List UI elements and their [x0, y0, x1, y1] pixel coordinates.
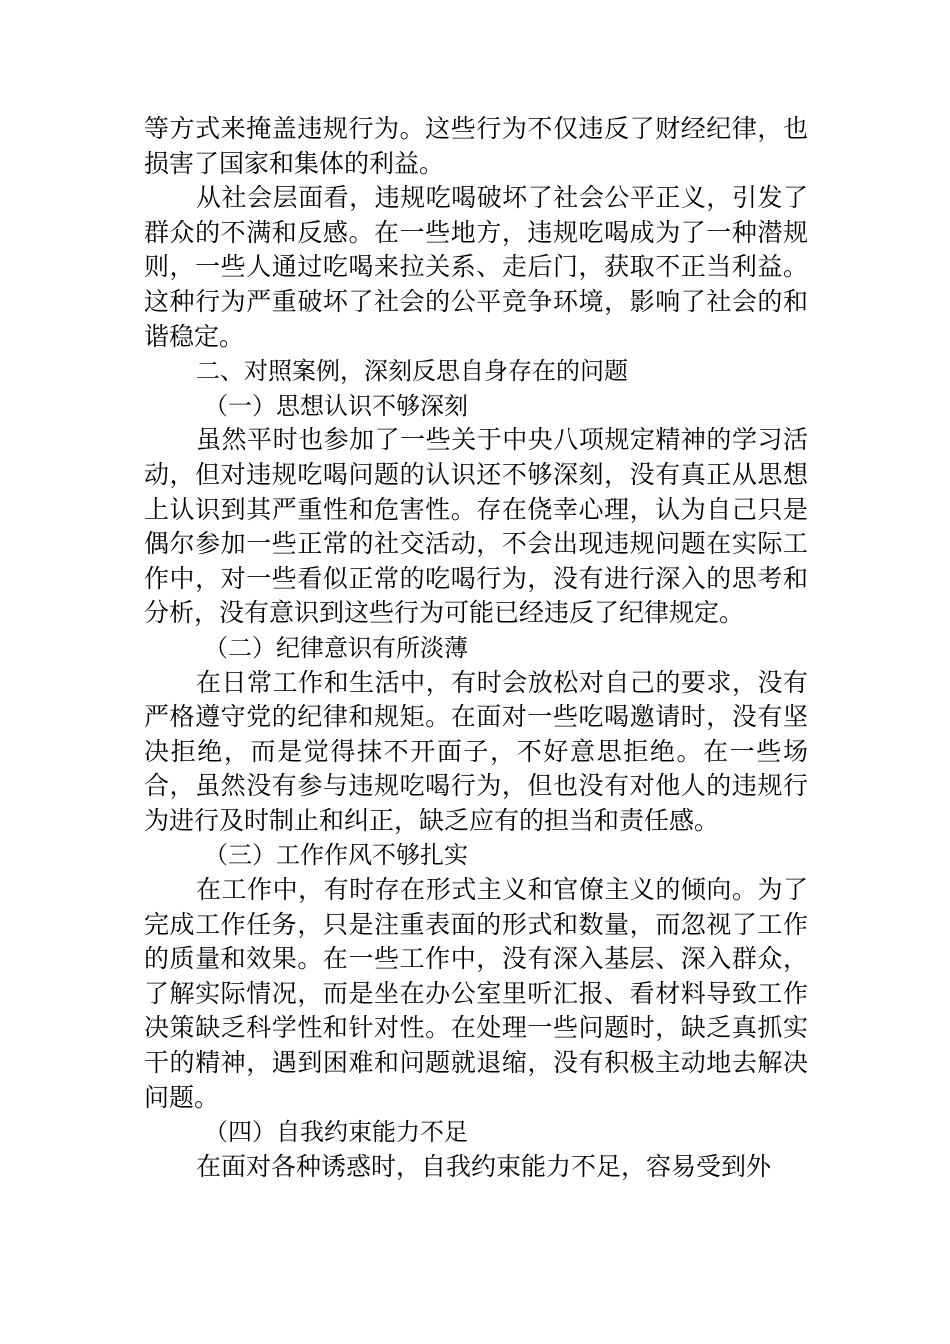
- subsection-heading: （四）自我约束能力不足: [204, 1118, 468, 1147]
- body-paragraph: 在工作中，有时存在形式主义和官僚主义的倾向。为了完成工作任务，只是注重表面的形式和数量，而忽视了工作的质量和效果。在一些工作中，没有深入基层、深入群众，了解实际情况，而是坐在办公室里听汇报、看材料导致工作决策缺乏科学性和针对性。在处理一些问题时，缺乏真抓实干的精神，遇到困难和问题就退缩，没有积极主动地去解决问题。: [144, 875, 808, 1112]
- body-paragraph: 在面对各种诱惑时，自我约束能力不足，容易受到外: [196, 1151, 772, 1181]
- body-paragraph: 在日常工作和生活中，有时会放松对自己的要求，没有严格遵守党的纪律和规矩。在面对一些吃喝邀请时，没有坚决拒绝，而是觉得抹不开面子，不好意思拒绝。在一些场合，虽然没有参与违规吃喝行为，但也没有对他人的违规行为进行及时制止和纠正，缺乏应有的担当和责任感。: [144, 667, 808, 835]
- body-paragraph: 等方式来掩盖违规行为。这些行为不仅违反了财经纪律，也损害了国家和集体的利益。: [144, 114, 808, 178]
- subsection-heading: （一）思想认识不够深刻: [204, 391, 468, 420]
- subsection-heading: （二）纪律意识有所淡薄: [204, 633, 468, 662]
- section-heading: 二、对照案例，深刻反思自身存在的问题: [196, 357, 628, 386]
- body-paragraph: 虽然平时也参加了一些关于中央八项规定精神的学习活动，但对违规吃喝问题的认识还不够深刻，没有真正从思想上认识到其严重性和危害性。存在侥幸心理，认为自己只是偶尔参加一些正常的社交活动，不会出现违规问题在实际工作中，对一些看似正常的吃喝行为，没有进行深入的思考和分析，没有意识到这些行为可能已经违反了纪律规定。: [144, 425, 808, 628]
- subsection-heading: （三）工作作风不够扎实: [204, 841, 468, 870]
- body-paragraph: 从社会层面看，违规吃喝破坏了社会公平正义，引发了群众的不满和反感。在一些地方，违规吃喝成为了一种潜规则，一些人通过吃喝来拉关系、走后门，获取不正当利益。这种行为严重破坏了社会的公平竞争环境，影响了社会的和谐稳定。: [144, 183, 808, 351]
- document-page: [144, 112, 808, 1184]
